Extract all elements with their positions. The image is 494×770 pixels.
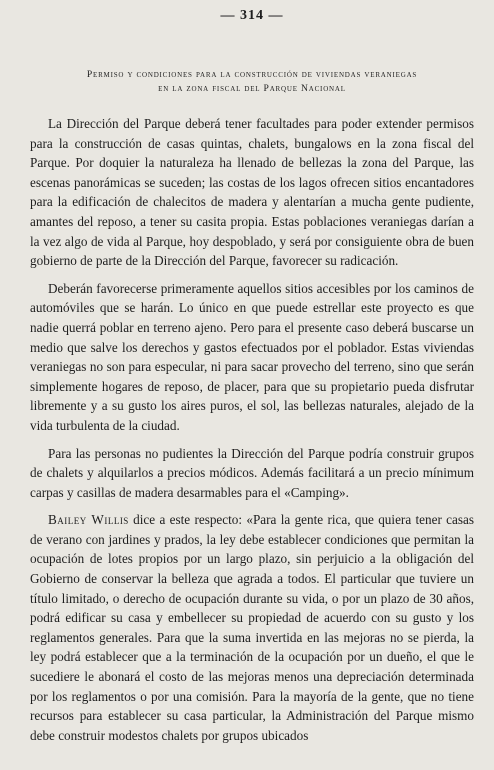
quote-text: dice a este respecto: «Para la gente rica, que quiera tener casas de verano con jardines y prados, la ley debe establecer condiciones que permitan la ocupación de lotes propios por un largo plazo, sin perjuicio a la obligación del Gobierno de conservar la belleza que agrada a todos. El particular que tuviere un título limitado, o derecho de ocupación durante su vida, o por un plazo de 30 años, podrá edificar su casa y embellecer su propiedad de acuerdo con su gusto y los reglamentos generales. Para que la suma invertida en las mejoras no se pierda, la ley podrá establecer que a la terminación de la ocupación por un dueño, el que le sucediere le abonará el costo de las mejoras menos una depreciación determinada por los reglamentos o por una comisión. Para la mayoría de la gente, que no tiene recursos para establecer su casa particular, la Administración del Parque mismo debe construir modestos chalets por grupos ubicados (30, 512, 474, 743)
paragraph-permits: La Dirección del Parque deberá tener facultades para poder extender permisos para la construcción de casas quintas, chalets, bungalows en la zona fiscal del Parque. Por doquier la naturaleza ha llenado de bellezas la zona del Parque, las escenas panorámicas se suceden; las costas de los lagos ofrecen sitios encantadores para la edificación de chalecitos de madera y alentarían a mucha gente pudiente, amantes del reposo, a tener su casita propia. Estas poblaciones veraniegas darían a la vez algo de vida al Parque, hoy despoblado, y será por consiguiente obra de buen gobierno de parte de la Dirección del Parque, favorecer su radicación. (30, 116, 474, 269)
paragraph-non-wealthy: Para las personas no pudientes la Dirección del Parque podría construir grupos de chalets y alquilarlos a precios módicos. Además facilitará a un precio mínimum carpas y casillas de madera desarmables para el «Camping». (30, 445, 474, 500)
quote-author: Bailey Willis (48, 512, 129, 528)
paragraph-quote (30, 510, 474, 745)
section-title-line-2: en la zona fiscal del Parque Nacional (158, 83, 346, 94)
page-number: — 314 — (220, 8, 284, 23)
section-title-line-1: Permiso y condiciones para la construcción de viviendas veraniegas (86, 69, 418, 80)
paragraph-roads: Deberán favorecerse primeramente aquellos sitios accesibles por los caminos de automóviles que se harán. Lo único en que puede estrellar este proyecto es que nadie querrá poblar en terreno ajeno. Pero para el presente caso deberá buscarse un medio que salve los derechos y gastos efectuados por el poblador. Estas viviendas veraniegas no son para especular, ni para sacar provecho del terreno, sino que serán simplemente hogares de reposo, de placer, para que su propietario pueda disfrutar libremente y a su gusto los aires puros, el sol, las bellezas naturales, alejado de la vida turbulenta de la ciudad. (30, 280, 474, 433)
section-title (30, 68, 474, 96)
